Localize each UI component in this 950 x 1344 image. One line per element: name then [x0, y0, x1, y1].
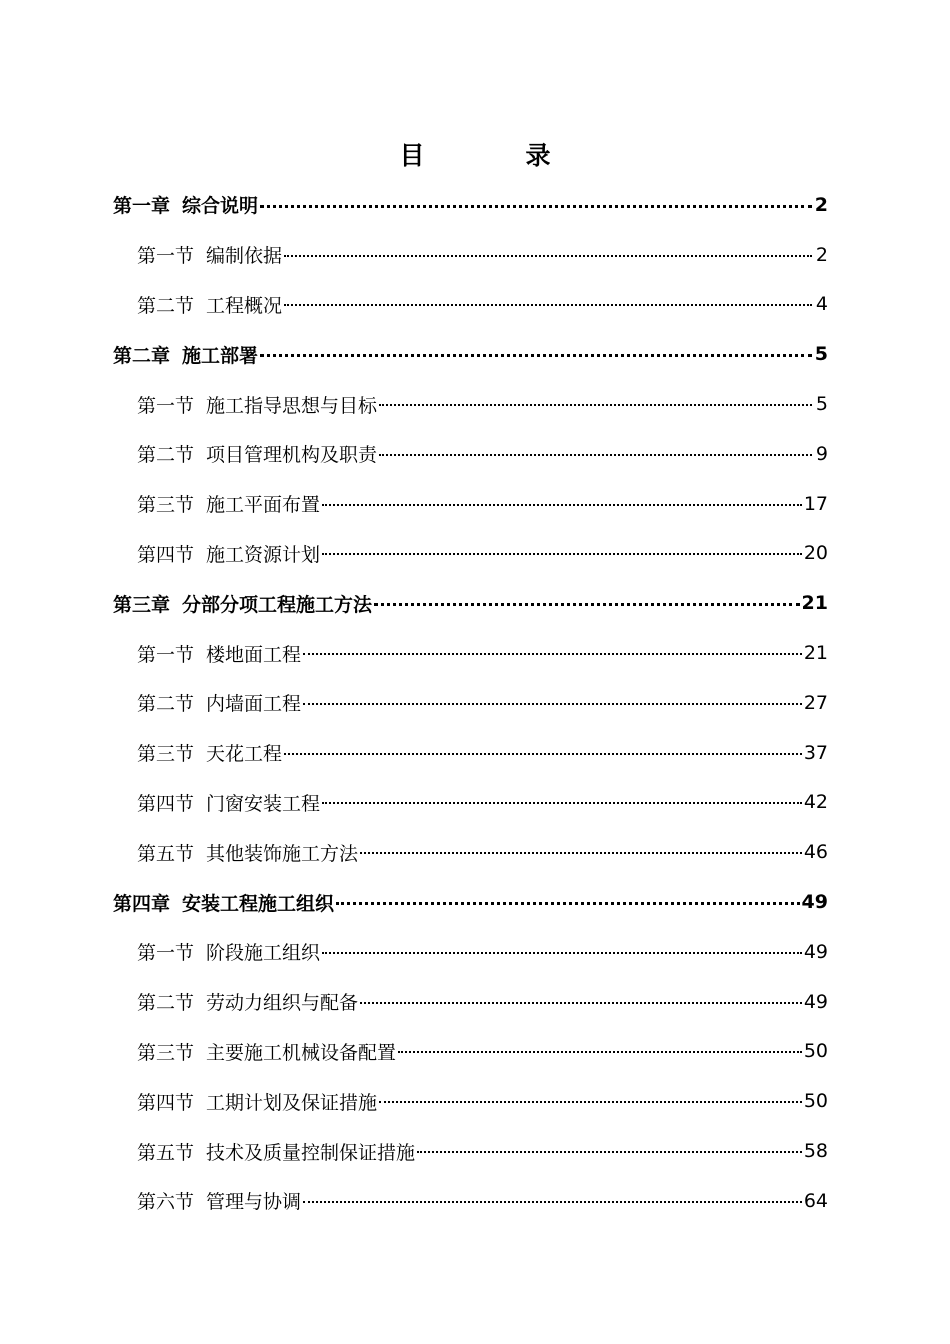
toc-dot-leader: [379, 1090, 802, 1112]
toc-entry-label: 门窗安装工程: [206, 792, 321, 815]
toc-page-number: 64: [803, 1189, 828, 1212]
toc-entry-number: 第一节: [137, 394, 195, 417]
toc-entry-number: 第二节: [137, 693, 195, 716]
toc-dot-leader: [284, 293, 812, 315]
toc-page-number: 9: [815, 442, 828, 465]
toc-entry-label: 管理与协调: [206, 1191, 302, 1214]
toc-section-entry[interactable]: [0, 977, 950, 1027]
toc-dot-leader: [360, 991, 802, 1013]
toc-entry-number: 第一章: [113, 195, 171, 218]
toc-dot-leader: [417, 1140, 802, 1162]
toc-entry-label: 分部分项工程施工方法: [182, 593, 373, 616]
toc-entry-label: 施工指导思想与目标: [206, 394, 378, 417]
toc-entry-number: 第一节: [137, 245, 195, 268]
toc-entry-label: 天花工程: [206, 743, 283, 766]
toc-dot-leader: [284, 244, 812, 266]
toc-section-entry[interactable]: [0, 280, 950, 330]
toc-section-entry[interactable]: [0, 1126, 950, 1176]
toc-dot-leader: [336, 891, 800, 913]
toc-page-number: 49: [803, 940, 828, 963]
toc-entry-number: 第一节: [137, 942, 195, 965]
toc-entry-label: 楼地面工程: [206, 643, 302, 666]
toc-page-number: 21: [801, 592, 828, 615]
toc-dot-leader: [303, 642, 802, 664]
toc-page-number: 5: [815, 393, 828, 416]
toc-entry-number: 第三章: [113, 593, 171, 616]
toc-entry-number: 第二节: [137, 294, 195, 317]
toc-section-entry[interactable]: [0, 678, 950, 728]
toc-page-number: 27: [803, 691, 828, 714]
toc-entry-number: 第四节: [137, 1091, 195, 1114]
toc-page-number: 20: [803, 542, 828, 565]
toc-section-entry[interactable]: [0, 1076, 950, 1126]
toc-page-number: 49: [803, 990, 828, 1013]
toc-page-number: 49: [801, 891, 828, 914]
toc-chapter-entry[interactable]: [0, 877, 950, 927]
toc-entry-label: 施工平面布置: [206, 494, 321, 517]
toc-entry-number: 第五节: [137, 842, 195, 865]
toc-page-number: 2: [814, 193, 828, 216]
toc-dot-leader: [303, 1190, 802, 1212]
toc-title: 目 录: [399, 141, 589, 170]
toc-dot-leader: [322, 493, 802, 515]
toc-dot-leader: [322, 791, 802, 813]
toc-page-number: 4: [815, 293, 828, 316]
toc-dot-leader: [379, 443, 812, 465]
toc-entry-label: 劳动力组织与配备: [206, 992, 359, 1015]
toc-section-entry[interactable]: [0, 230, 950, 280]
toc-section-entry[interactable]: [0, 927, 950, 977]
toc-entry-label: 工程概况: [206, 294, 283, 317]
toc-dot-leader: [260, 194, 812, 216]
toc-section-entry[interactable]: [0, 479, 950, 529]
toc-entry-label: 施工部署: [182, 344, 259, 367]
toc-dot-leader: [360, 841, 802, 863]
toc-section-entry[interactable]: [0, 1027, 950, 1077]
toc-dot-leader: [260, 343, 812, 365]
toc-entry-label: 施工资源计划: [206, 543, 321, 566]
toc-page-number: 50: [803, 1040, 828, 1063]
toc-entry-number: 第二节: [137, 444, 195, 467]
toc-entry-number: 第三节: [137, 494, 195, 517]
toc-chapter-entry[interactable]: [0, 180, 950, 230]
toc-entry-number: 第五节: [137, 1141, 195, 1164]
toc-entry-number: 第一节: [137, 643, 195, 666]
toc-section-entry[interactable]: [0, 728, 950, 778]
toc-dot-leader: [322, 941, 802, 963]
toc-entry-label: 阶段施工组织: [206, 942, 321, 965]
toc-page-number: 5: [814, 343, 828, 366]
toc-page-number: 2: [815, 243, 828, 266]
toc-dot-leader: [379, 393, 812, 415]
toc-section-entry[interactable]: [0, 1176, 950, 1226]
toc-entry-label: 主要施工机械设备配置: [206, 1041, 397, 1064]
toc-dot-leader: [398, 1040, 802, 1062]
toc-section-entry[interactable]: [0, 827, 950, 877]
toc-chapter-entry[interactable]: [0, 329, 950, 379]
toc-page-number: 17: [803, 492, 828, 515]
toc-section-entry[interactable]: [0, 529, 950, 579]
toc-entry-label: 编制依据: [206, 245, 283, 268]
toc-section-entry[interactable]: [0, 778, 950, 828]
toc-entry-number: 第六节: [137, 1191, 195, 1214]
toc-section-entry[interactable]: [0, 429, 950, 479]
toc-entry-label: 安装工程施工组织: [182, 892, 335, 915]
toc-page-number: 42: [803, 791, 828, 814]
toc-entry-label: 内墙面工程: [206, 693, 302, 716]
toc-page-number: 37: [803, 741, 828, 764]
toc-section-entry[interactable]: [0, 379, 950, 429]
toc-entry-number: 第四章: [113, 892, 171, 915]
toc-page-number: 21: [803, 642, 828, 665]
toc-chapter-entry[interactable]: [0, 578, 950, 628]
toc-entry-number: 第三节: [137, 743, 195, 766]
toc-entry-label: 技术及质量控制保证措施: [206, 1141, 416, 1164]
toc-dot-leader: [374, 592, 800, 614]
toc-entry-number: 第二节: [137, 992, 195, 1015]
toc-entry-label: 工期计划及保证措施: [206, 1091, 378, 1114]
toc-entry-number: 第二章: [113, 344, 171, 367]
toc-dot-leader: [303, 692, 802, 714]
toc-page-number: 46: [803, 841, 828, 864]
toc-list: [0, 180, 950, 1226]
toc-page-number: 58: [803, 1140, 828, 1163]
toc-entry-number: 第四节: [137, 792, 195, 815]
toc-entry-number: 第四节: [137, 543, 195, 566]
toc-entry-label: 其他装饰施工方法: [206, 842, 359, 865]
toc-page-number: 50: [803, 1090, 828, 1113]
toc-entry-label: 综合说明: [182, 195, 259, 218]
toc-entry-number: 第三节: [137, 1041, 195, 1064]
toc-entry-label: 项目管理机构及职责: [206, 444, 378, 467]
toc-dot-leader: [322, 542, 802, 564]
toc-section-entry[interactable]: [0, 628, 950, 678]
toc-dot-leader: [284, 742, 802, 764]
